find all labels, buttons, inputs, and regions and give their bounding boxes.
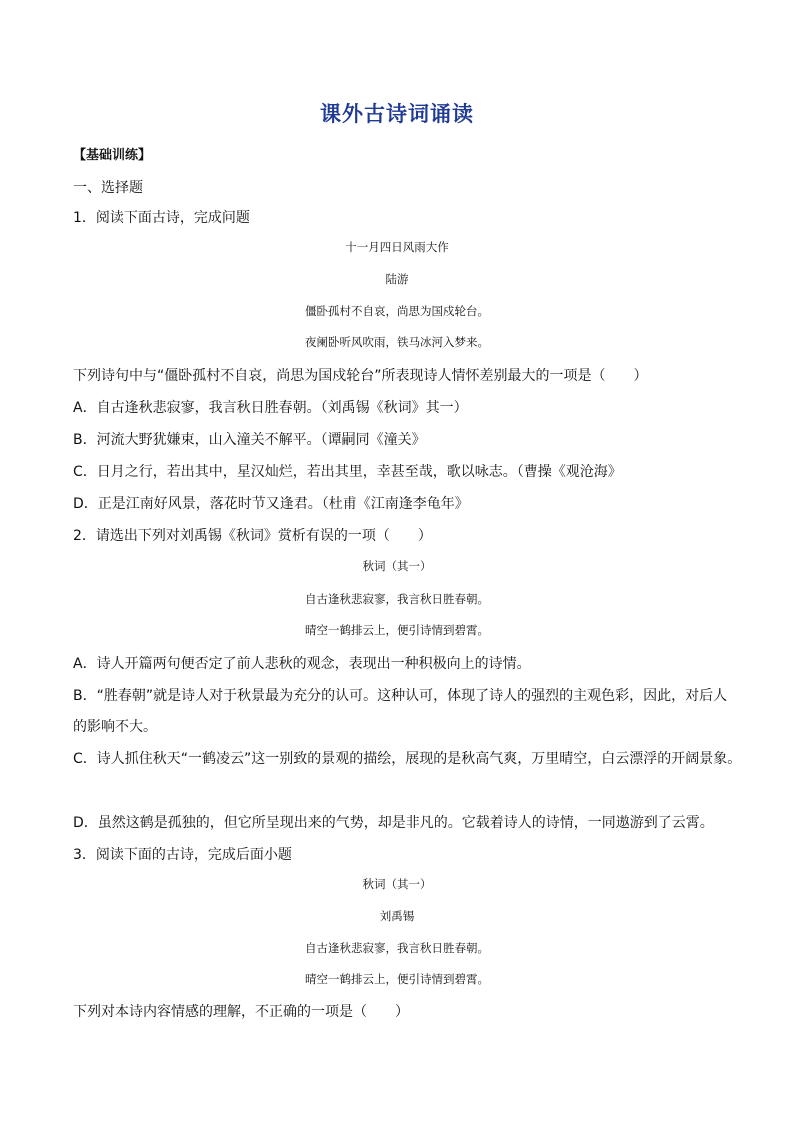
q2-option-b-line2: 的影响不大。 bbox=[73, 719, 157, 735]
q1-prompt: 1．阅读下面古诗，完成问题 bbox=[73, 210, 250, 226]
q1-option-b: B．河流大野犹嫌束，山入潼关不解平。（谭嗣同《潼关》 bbox=[73, 432, 426, 448]
q1-option-c: C．日月之行，若出其中，星汉灿烂，若出其里，幸甚至哉，歌以咏志。（曹操《观沧海》 bbox=[73, 464, 622, 480]
q1-poem-title: 十一月四日风雨大作 bbox=[345, 240, 449, 254]
q1-poem-author: 陆游 bbox=[385, 272, 409, 286]
q1-poem-line2: 夜阑卧听风吹雨，铁马冰河入梦来。 bbox=[305, 335, 489, 349]
q1-poem-line1: 僵卧孤村不自哀，尚思为国戍轮台。 bbox=[305, 304, 489, 318]
q1-stem: 下列诗句中与“僵卧孤村不自哀，尚思为国戍轮台”所表现诗人情怀差别最大的一项是（ ） bbox=[73, 368, 648, 384]
q2-option-d: D．虽然这鹤是孤独的，但它所呈现出来的气势，却是非凡的。它载着诗人的诗情，一同遨游到了云霄。 bbox=[73, 815, 714, 831]
q3-poem-line2: 晴空一鹤排云上，便引诗情到碧霄。 bbox=[305, 972, 489, 986]
q3-poem-author: 刘禹锡 bbox=[379, 909, 415, 923]
part-heading: 一、选择题 bbox=[73, 180, 143, 196]
q2-poem-title: 秋词（其一） bbox=[362, 559, 432, 573]
q3-poem-line1: 自古逢秋悲寂寥，我言秋日胜春朝。 bbox=[305, 941, 489, 955]
document-title: 课外古诗词诵读 bbox=[320, 102, 474, 126]
q2-option-b-line1: B．“胜春朝”就是诗人对于秋景最为充分的认可。这种认可，体现了诗人的强烈的主观色彩，因此，对后人 bbox=[73, 688, 728, 704]
q2-option-c: C．诗人抓住秋天“一鹤凌云”这一别致的景观的描绘，展现的是秋高气爽，万里晴空，白云漂浮的开阔景象。 bbox=[73, 751, 742, 767]
q1-option-a: A．自古逢秋悲寂寥，我言秋日胜春朝。（刘禹锡《秋词》其一） bbox=[73, 400, 468, 416]
q3-prompt: 3．阅读下面的古诗，完成后面小题 bbox=[73, 847, 292, 863]
q2-option-a: A．诗人开篇两句便否定了前人悲秋的观念，表现出一种积极向上的诗情。 bbox=[73, 656, 531, 672]
q2-prompt: 2．请选出下列对刘禹锡《秋词》赏析有误的一项（ ） bbox=[73, 528, 432, 544]
q3-stem: 下列对本诗内容情感的理解，不正确的一项是（ ） bbox=[73, 1004, 409, 1020]
section-label: 【基础训练】 bbox=[73, 148, 152, 163]
q1-option-d: D．正是江南好风景，落花时节又逢君。（杜甫《江南逢李龟年》 bbox=[73, 496, 469, 512]
q3-poem-title: 秋词（其一） bbox=[362, 877, 432, 891]
q2-poem-line2: 晴空一鹤排云上，便引诗情到碧霄。 bbox=[305, 623, 489, 637]
q2-poem-line1: 自古逢秋悲寂寥，我言秋日胜春朝。 bbox=[305, 592, 489, 606]
